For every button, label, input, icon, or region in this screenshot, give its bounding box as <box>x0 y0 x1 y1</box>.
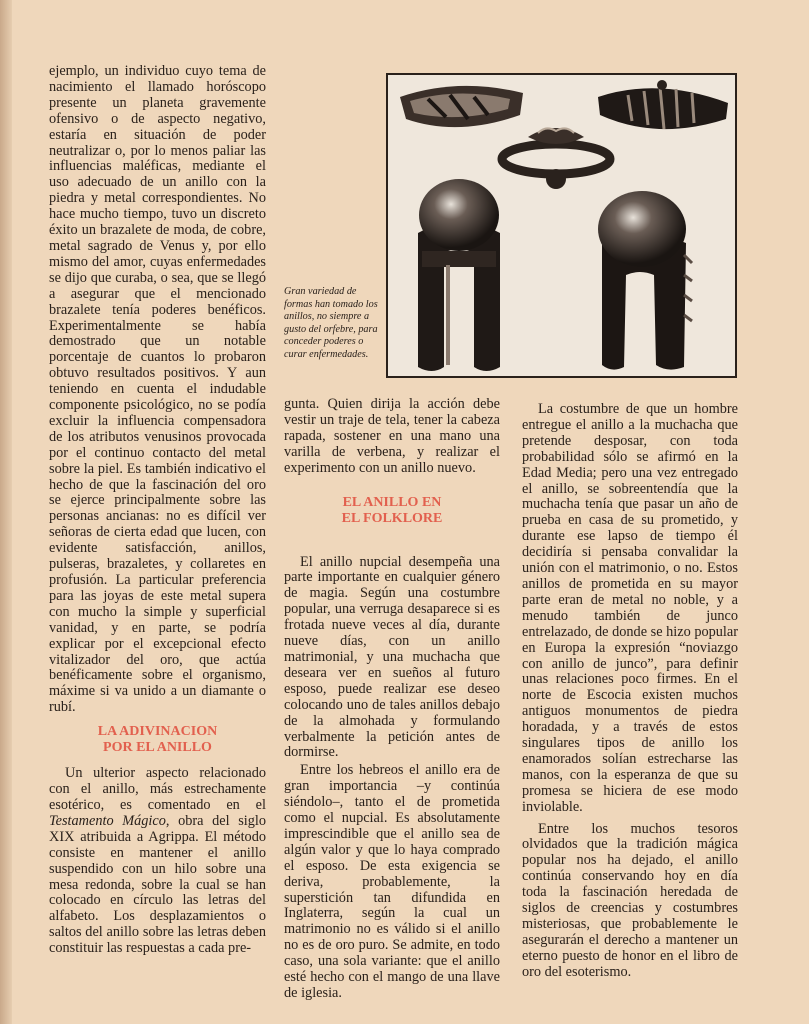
paragraph: Un ulterior aspecto relacionado con el anillo, más estrechamente esotérico, es comentado en el Testamento Mágico, obra del siglo XIX atribuida a Agrippa. El método consiste en mantener el anillo suspendido con un hilo sobre una mesa redonda, sobre la cual se han colocado en círculo las letras del alfabeto. Los desplazamientos o saltos del anillo sobre las letras deben constituir las respuestas a cada pre- <box>49 765 266 957</box>
figure-caption: Gran variedad de formas han tomado los anillos, no siempre a gusto del orfebre, para conceder poderes o curar enfermedades. <box>284 286 378 360</box>
column-left <box>49 64 266 957</box>
section-heading-folklore: EL ANILLO EN EL FOLKLORE <box>341 494 443 526</box>
paragraph: El anillo nupcial desempeña una parte importante en cualquier género de magia. Según una costumbre popular, una verruga desaparece si es frotada nueve veces al día, durante nueve días, con un anillo matrimonial, y una muchacha que deseara ver en sueños al futuro esposo, puede realizar ese deseo colocando uno de tales anillos debajo de la almohada y formulando verbalmente la petición antes de dormirse. <box>284 553 500 761</box>
section-heading-adivinacion: LA ADIVINACION POR EL ANILLO <box>97 724 218 756</box>
clasped-hands-ring-icon <box>400 86 523 127</box>
rings-photo <box>386 73 737 378</box>
paragraph: gunta. Quien dirija la acción debe vestir un traje de tela, tener la cabeza rapada, sostener en una mano una varilla de verbena, y realizar el experimento con un anillo nuevo. <box>284 396 500 476</box>
column-right <box>522 402 738 981</box>
ornate-band-ring-icon <box>598 80 728 129</box>
paragraph: ejemplo, un individuo cuyo tema de nacimiento el llamado horóscopo presente un planeta gravemente ofensivo o de aspecto negativo, estaría en situación de poder neutralizar o, por lo menos paliar las influencias maléficas, mediante el uso adecuado de un anillo con la piedra y metal correspondientes. No hace mucho tiempo, tuvo un discreto éxito un brazalete de moda, de cobre, metal sagrado de Venus y, por ello mismo del amor, cuyas enfermedades se dijo que curaba, o sea, que se llegó a asegurar que el mencionado brazalete tenía poderes benéficos. Experimentalmente se había demostrado que un notable porcentaje de cuantos lo probaron obtuvo resultados positivos. Y aun teniendo en cuenta el indudable componente psicológico, no se podía excluir la influencia compensadora de los atributos venusinos provocada por el continuo contacto del metal sobre la piel. Es también indicativo el hecho de que la fascinación del oro se ejerce principalmente sobre las personas ancianas: no es difícil ver señoras de cierta edad que lucen, con evidente satisfacción, anillos, pulseras, brazaletes, y collaretes en profusión. La particular preferencia para las joyas de este metal supera con mucho la simple y superficial vanidad, y en parte, se podría explicar por el excepcional efecto vitalizador del oro, que actúa benéficamente sobre el organismo, máxime si va unido a un diamante o rubí. <box>49 63 266 716</box>
paragraph: Entre los hebreos el anillo era de gran importancia –y continúa siéndolo–, tanto el de prometida como el nupcial. Es absolutamente imprescindible que el anillo sea de algún valor y que lo haya comprado el esposo. De esta exigencia se deriva, probablemente, la superstición tan difundida en Inglaterra, según la cual un matrimonio no es válido si el anillo no es de oro puro. Se admite, en todo caso, una sola variante: que el anillo esté hecho con el mango de una llave de iglesia. <box>284 762 500 1001</box>
cabochon-ring-icon <box>598 191 692 370</box>
column-middle <box>284 397 500 1002</box>
paragraph: Entre los muchos tesoros olvidados que la tradición mágica popular nos ha dejado, el anillo continúa conservando hoy en día toda la fascinación heredada de siglos de creencias y costumbres misteriosas, que probablemente le asegurarán el derecho a mantener un eterno puesto de honor en el libro de oro del esoterismo. <box>522 820 738 980</box>
dome-ring-icon <box>418 179 500 371</box>
page-edge <box>0 0 12 1024</box>
paragraph: La costumbre de que un hombre entregue el anillo a la muchacha que pretende desposar, con toda probabilidad sólo se afirmó en la Edad Media; pero una vez entregado el anillo, se sobreentendía que la muchacha tenía que pasar un año de prueba en casa de su prometido, y durante ese lapso de tiempo él decidiría si pensaba convalidar la unión con el matrimonio, o no. Estos anillos de prometida en su mayor parte eran de metal no noble, y a menudo también de junco entrelazado, de donde se hizo popular en Europa la expresión “noviazgo con anillo de junco”, para definir unas relaciones poco firmes. En el norte de Escocia existen muchos antiguos monumentos de piedra horadada, y a través de estos singulares tipos de anillo los enamorados solían estrecharse las manos, con la esperanza de que su promesa se hiciera de ese modo inviolable. <box>522 401 738 815</box>
book-title: Testamento Mágico <box>49 812 166 829</box>
filigree-ring-icon <box>502 128 610 189</box>
